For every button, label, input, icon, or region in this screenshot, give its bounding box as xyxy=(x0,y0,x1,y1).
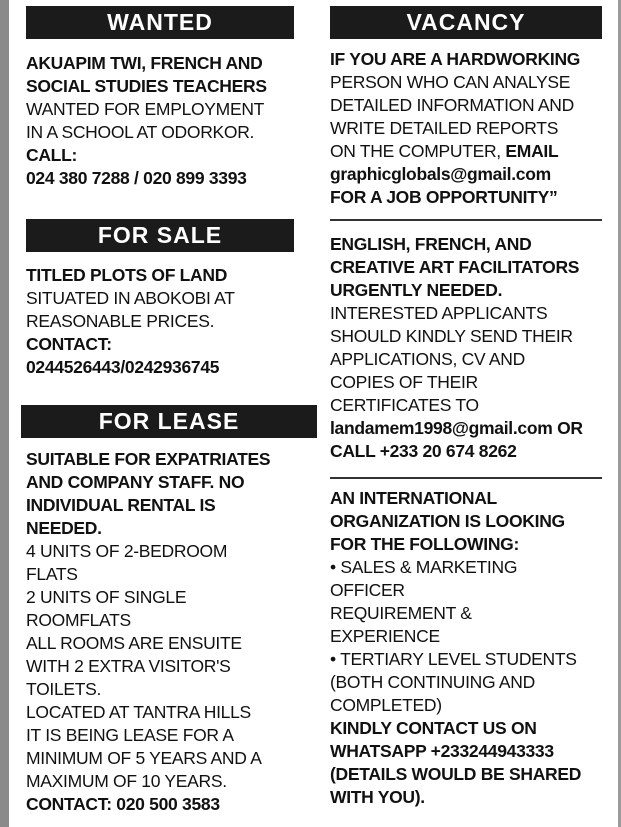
ad-line: 2 UNITS OF SINGLE xyxy=(26,587,187,607)
ad-line: WITH YOU). xyxy=(330,787,425,807)
ad-line: CONTACT: xyxy=(26,334,112,354)
ad-line: IN A SCHOOL AT ODORKOR. xyxy=(26,122,255,142)
ad-email: landamem1998@gmail.com OR xyxy=(330,418,583,438)
left-margin-bar xyxy=(0,0,9,827)
ad-line: MINIMUM OF 5 YEARS AND A xyxy=(26,748,262,768)
divider-rule xyxy=(330,219,602,221)
ad-line: COPIES OF THEIR xyxy=(330,372,478,392)
vacancy-header: VACANCY xyxy=(330,6,602,39)
wanted-header: WANTED xyxy=(26,6,294,39)
ad-phone: CONTACT: 020 500 3583 xyxy=(26,794,220,814)
ad-line: LOCATED AT TANTRA HILLS xyxy=(26,702,251,722)
ad-line: MAXIMUM OF 10 YEARS. xyxy=(26,771,227,791)
ad-phone: 0244526443/0242936745 xyxy=(26,357,220,377)
wanted-ad xyxy=(26,52,267,190)
ad-line: AND COMPANY STAFF. NO xyxy=(26,472,245,492)
ad-line: CREATIVE ART FACILITATORS xyxy=(330,257,580,277)
ad-line: DETAILED INFORMATION AND xyxy=(330,95,574,115)
ad-line: 4 UNITS OF 2-BEDROOM xyxy=(26,541,228,561)
ad-line: EXPERIENCE xyxy=(330,626,440,646)
international-ad xyxy=(330,487,581,809)
ad-line: • TERTIARY LEVEL STUDENTS xyxy=(330,649,577,669)
ad-line: SUITABLE FOR EXPATRIATES xyxy=(26,449,271,469)
ad-line: CALL: xyxy=(26,145,77,165)
ad-phone: WHATSAPP +233244943333 xyxy=(330,741,554,761)
ad-phone: 024 380 7288 / 020 899 3393 xyxy=(26,168,247,188)
for-sale-ad xyxy=(26,264,235,379)
ad-line: KINDLY CONTACT US ON xyxy=(330,718,537,738)
ad-line: IF YOU ARE A HARDWORKING xyxy=(330,49,581,69)
ad-line: IT IS BEING LEASE FOR A xyxy=(26,725,234,745)
ad-line: AN INTERNATIONAL xyxy=(330,488,497,508)
ad-line: URGENTLY NEEDED. xyxy=(330,280,503,300)
ad-line: COMPLETED) xyxy=(330,695,442,715)
ad-line: SITUATED IN ABOKOBI AT xyxy=(26,288,235,308)
ad-line: ROOMFLATS xyxy=(26,610,131,630)
ad-text: ON THE COMPUTER, xyxy=(330,141,506,161)
ad-line: ALL ROOMS ARE ENSUITE xyxy=(26,633,242,653)
ad-line: OFFICER xyxy=(330,580,405,600)
ad-line: FOR A JOB OPPORTUNITY” xyxy=(330,187,558,207)
ad-line: SOCIAL STUDIES TEACHERS xyxy=(26,76,267,96)
ad-text-bold: EMAIL xyxy=(505,141,559,161)
ad-email: graphicglobals@gmail.com xyxy=(330,164,551,184)
ad-line: TITLED PLOTS OF LAND xyxy=(26,265,228,285)
ad-line: FOR THE FOLLOWING: xyxy=(330,534,520,554)
ad-line: WANTED FOR EMPLOYMENT xyxy=(26,99,265,119)
ad-line: WITH 2 EXTRA VISITOR'S xyxy=(26,656,231,676)
ad-line: ORGANIZATION IS LOOKING xyxy=(330,511,565,531)
ad-line: • SALES & MARKETING xyxy=(330,557,518,577)
ad-line: REASONABLE PRICES. xyxy=(26,311,215,331)
ad-line: WRITE DETAILED REPORTS xyxy=(330,118,559,138)
ad-line: ENGLISH, FRENCH, AND xyxy=(330,234,532,254)
for-sale-header: FOR SALE xyxy=(26,219,294,252)
ad-line: CERTIFICATES TO xyxy=(330,395,479,415)
ad-line: NEEDED. xyxy=(26,518,102,538)
facilitators-ad xyxy=(330,233,583,463)
ad-line: INDIVIDUAL RENTAL IS xyxy=(26,495,216,515)
ad-phone: CALL +233 20 674 8262 xyxy=(330,441,517,461)
for-lease-ad xyxy=(26,448,270,816)
ad-line: INTERESTED APPLICANTS xyxy=(330,303,548,323)
ad-line: REQUIREMENT & xyxy=(330,603,472,623)
ad-line: (DETAILS WOULD BE SHARED xyxy=(330,764,582,784)
ad-line xyxy=(330,140,580,163)
ad-line: TOILETS. xyxy=(26,679,102,699)
ad-line: (BOTH CONTINUING AND xyxy=(330,672,535,692)
vacancy-ad xyxy=(330,48,580,209)
for-lease-header: FOR LEASE xyxy=(21,405,317,438)
ad-line: AKUAPIM TWI, FRENCH AND xyxy=(26,53,263,73)
ad-line: APPLICATIONS, CV AND xyxy=(330,349,525,369)
divider-rule xyxy=(330,477,602,479)
ad-line: SHOULD KINDLY SEND THEIR xyxy=(330,326,573,346)
ad-line: FLATS xyxy=(26,564,78,584)
ad-line: PERSON WHO CAN ANALYSE xyxy=(330,72,571,92)
